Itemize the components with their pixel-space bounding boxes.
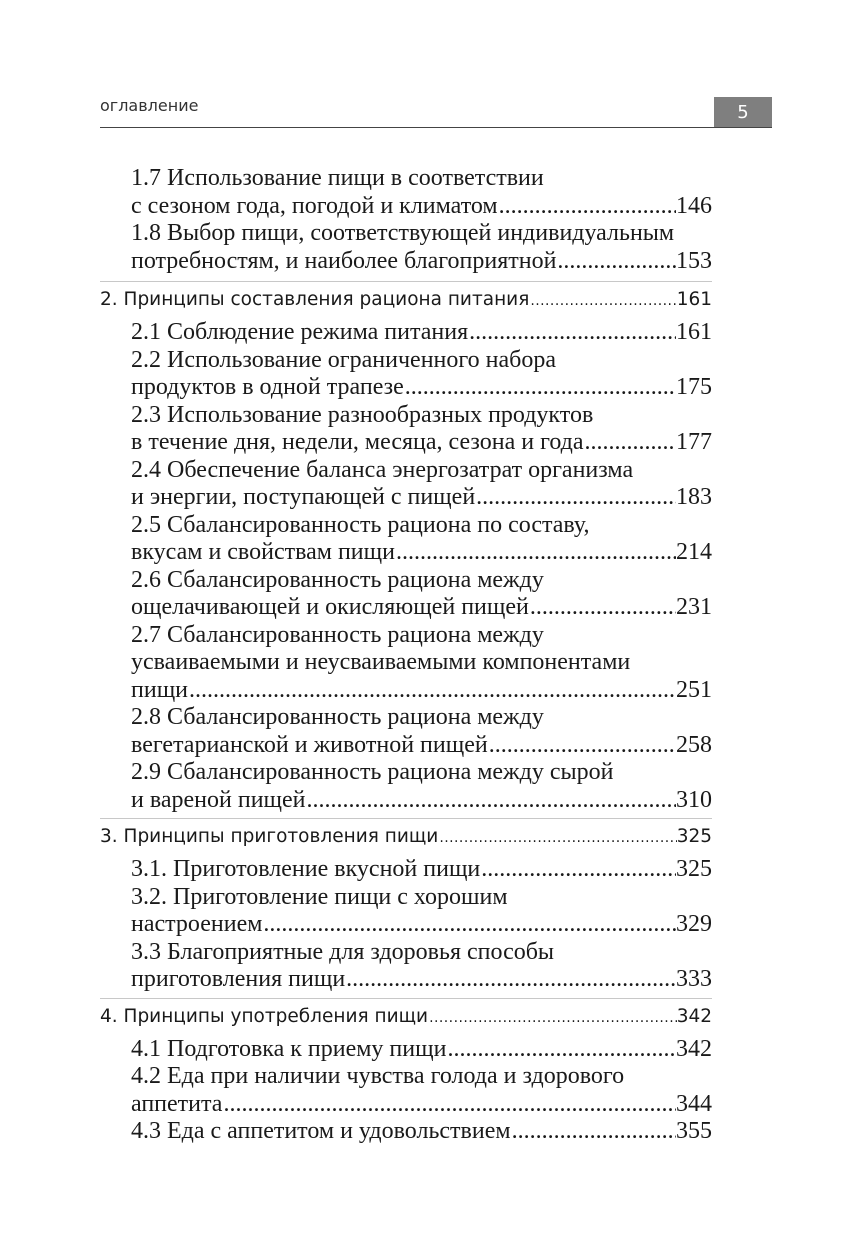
dot-leader — [475, 484, 676, 512]
dot-leader — [428, 1003, 677, 1032]
toc-entry-title: 2.1 Соблюдение режима питания — [131, 319, 469, 345]
toc-page-number: 344 — [676, 1090, 712, 1117]
dot-leader — [529, 594, 676, 622]
toc-entry-leader-line — [131, 966, 712, 994]
toc-entry-title-line: 1.8 Выбор пищи, соответствующей индивидуальным — [131, 220, 675, 246]
toc-entry[interactable] — [131, 1036, 712, 1064]
toc-entry-title-line: 2.9 Сбалансированность рациона между сырой — [131, 759, 614, 785]
toc-chapter-entry[interactable] — [100, 281, 712, 315]
dot-leader — [446, 1036, 676, 1064]
toc-entry-leader-line — [131, 193, 712, 221]
dot-leader — [511, 1118, 676, 1146]
dot-leader — [306, 787, 676, 815]
toc-entry[interactable] — [131, 402, 712, 457]
toc-entry-title: аппетита — [131, 1090, 223, 1117]
toc-entry-title: продуктов в одной трапезе — [131, 374, 404, 400]
toc-entry-title-line: 4.2 Еда при наличии чувства голода и здорового — [131, 1063, 625, 1089]
page-header — [100, 90, 772, 132]
toc-entry-leader-line — [100, 823, 712, 852]
dot-leader — [468, 319, 676, 347]
toc-entry-leader-line — [131, 319, 712, 347]
table-of-contents — [100, 165, 712, 1146]
toc-entry-leader-line — [131, 732, 712, 760]
toc-entry-title: и вареной пищей — [131, 786, 306, 813]
toc-entry-title: ощелачивающей и окисляющей пищей — [131, 594, 529, 620]
dot-leader — [438, 823, 676, 852]
toc-entry[interactable] — [131, 759, 712, 814]
toc-entry-leader-line — [131, 539, 712, 567]
dot-leader — [395, 539, 676, 567]
toc-entry-title-line: 3.2. Приготовление пищи с хорошим — [131, 883, 508, 910]
toc-entry-leader-line — [131, 856, 712, 884]
toc-entry[interactable] — [131, 856, 712, 884]
toc-entry-leader-line — [131, 374, 712, 402]
toc-entry-title-line: 2.8 Сбалансированность рациона между — [131, 704, 544, 730]
toc-page-number: 325 — [676, 826, 712, 847]
toc-entry[interactable] — [131, 512, 712, 567]
toc-entry-title: и энергии, поступающей с пищей — [131, 484, 476, 510]
toc-page-number: 177 — [676, 429, 712, 455]
toc-page-number: 183 — [676, 484, 712, 510]
toc-entry[interactable] — [131, 704, 712, 759]
toc-page-number: 258 — [676, 731, 712, 758]
toc-entry[interactable] — [131, 1063, 712, 1118]
toc-entry[interactable] — [131, 220, 712, 275]
toc-entry-title-line: 1.7 Использование пищи в соответствии — [131, 165, 544, 191]
toc-entry-title: 4. Принципы употребления пищи — [100, 1005, 429, 1027]
dot-leader — [488, 732, 676, 760]
header-divider — [100, 127, 772, 128]
toc-page-number: 231 — [676, 594, 712, 620]
toc-entry-leader-line — [100, 286, 712, 315]
toc-entry-leader-line — [131, 787, 712, 815]
toc-page-number: 355 — [676, 1118, 712, 1144]
toc-entry-leader-line — [131, 1091, 712, 1119]
toc-entry[interactable] — [131, 319, 712, 347]
toc-entry[interactable] — [131, 567, 712, 622]
toc-entry-title: 3.1. Приготовление вкусной пищи — [131, 856, 481, 882]
toc-entry-leader-line — [131, 594, 712, 622]
toc-entry-leader-line — [131, 429, 712, 457]
toc-entry[interactable] — [131, 457, 712, 512]
toc-entry-title: настроением — [131, 911, 263, 937]
dot-leader — [222, 1091, 676, 1119]
toc-entry-leader-line — [131, 1118, 712, 1146]
toc-entry-leader-line — [131, 677, 712, 705]
toc-page-number: 333 — [676, 966, 712, 992]
toc-entry-title: 3. Принципы приготовления пищи — [100, 826, 439, 847]
toc-entry-title: 4.1 Подготовка к приему пищи — [131, 1035, 447, 1062]
toc-entry-leader-line — [100, 1003, 712, 1032]
dot-leader — [498, 193, 676, 221]
toc-page-number: 161 — [676, 319, 712, 345]
toc-page-number: 214 — [676, 539, 712, 565]
section-title: оглавление — [100, 96, 199, 115]
toc-entry-title: 4.3 Еда с аппетитом и удовольствием — [131, 1118, 511, 1144]
toc-page-number: 342 — [676, 1035, 712, 1062]
toc-page-number: 342 — [676, 1005, 712, 1027]
dot-leader — [556, 248, 676, 276]
toc-entry-title-line: усваиваемыми и неусваиваемыми компонентами — [131, 649, 631, 675]
toc-entry-title-line: 2.6 Сбалансированность рациона между — [131, 566, 544, 593]
toc-entry-title: пищи — [131, 676, 189, 703]
toc-page-number: 325 — [676, 856, 712, 882]
dot-leader — [480, 856, 676, 884]
toc-entry[interactable] — [131, 347, 712, 402]
toc-entry[interactable] — [131, 1118, 712, 1146]
toc-page-number: 146 — [676, 192, 712, 219]
toc-page-number: 251 — [676, 676, 712, 703]
toc-entry-title: вегетарианской и животной пищей — [131, 731, 488, 758]
toc-entry-leader-line — [131, 1036, 712, 1064]
toc-entry-title-line: 2.7 Сбалансированность рациона между — [131, 621, 544, 648]
toc-entry-title-line: 3.3 Благоприятные для здоровья способы — [131, 938, 555, 965]
toc-entry[interactable] — [131, 939, 712, 994]
dot-leader — [188, 677, 676, 705]
toc-page-number: 175 — [676, 374, 712, 400]
toc-entry-title-line: 2.4 Обеспечение баланса энергозатрат организма — [131, 456, 634, 483]
toc-page-number: 329 — [676, 911, 712, 937]
toc-entry-title: с сезоном года, погодой и климатом — [131, 192, 498, 219]
toc-entry-leader-line — [131, 484, 712, 512]
toc-entry-title: 2. Принципы составления рациона питания — [100, 289, 530, 310]
dot-leader — [529, 286, 676, 315]
toc-entry-title-line: 2.3 Использование разнообразных продуктов — [131, 401, 594, 428]
toc-entry-title: в течение дня, недели, месяца, сезона и года — [131, 429, 584, 455]
toc-page-number: 153 — [676, 247, 712, 274]
toc-entry-title-line: 2.2 Использование ограниченного набора — [131, 346, 556, 373]
toc-page-number: 310 — [676, 786, 712, 813]
toc-chapter-entry[interactable] — [100, 998, 712, 1032]
toc-entry-title: вкусам и свойствам пищи — [131, 539, 395, 565]
toc-entry-title: потребностям, и наиболее благоприятной — [131, 247, 557, 274]
dot-leader — [584, 429, 676, 457]
toc-chapter-entry[interactable] — [100, 818, 712, 852]
dot-leader — [262, 911, 676, 939]
toc-page-number: 161 — [676, 289, 712, 310]
toc-entry-leader-line — [131, 911, 712, 939]
dot-leader — [345, 966, 676, 994]
toc-entry-title: приготовления пищи — [131, 966, 346, 992]
toc-entry[interactable] — [131, 165, 712, 220]
page-number-badge: 5 — [714, 97, 772, 128]
toc-entry-title-line: 2.5 Сбалансированность рациона по составу, — [131, 511, 590, 538]
toc-entry[interactable] — [131, 622, 712, 705]
toc-entry[interactable] — [131, 884, 712, 939]
toc-entry-leader-line — [131, 248, 712, 276]
dot-leader — [404, 374, 676, 402]
